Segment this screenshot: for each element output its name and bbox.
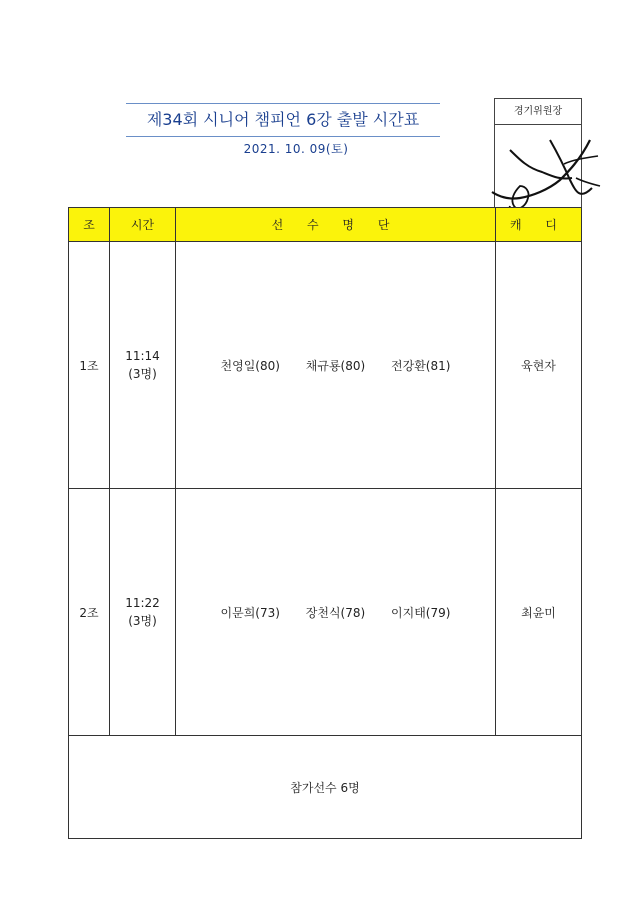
caddie-cell: 최윤미 [496,489,582,736]
header-time: 시간 [110,208,176,242]
tee-time: 11:14 [125,349,160,363]
table-row [69,489,582,736]
time-cell [110,242,176,489]
player-count: (3명) [128,614,157,628]
players-cell [176,489,496,736]
player-name: 이문희(73) [220,605,280,620]
group-cell: 1조 [69,242,110,489]
table-row [69,242,582,489]
caddie-cell: 육현자 [496,242,582,489]
header-caddie: 캐 디 [496,208,582,242]
players-cell [176,242,496,489]
header-group: 조 [69,208,110,242]
total-participants: 참가선수 6명 [69,736,582,839]
player-name: 천영일(80) [220,358,280,373]
document-date: 2021. 10. 09(토) [243,142,349,156]
total-row [69,736,582,839]
player-name: 채규룡(80) [305,358,366,373]
time-cell [110,489,176,736]
header-players: 선 수 명 단 [176,208,496,242]
schedule-table [68,207,582,839]
approval-header: 경기위원장 [495,99,581,125]
player-name: 전강환(81) [391,358,451,373]
player-name: 장천식(78) [305,605,366,620]
player-name: 이지태(79) [391,605,451,620]
document-title: 제34회 시니어 챔피언 6강 출발 시간표 [126,103,440,137]
player-count: (3명) [128,367,157,381]
tee-time: 11:22 [125,596,160,610]
group-cell: 2조 [69,489,110,736]
table-header-row [69,208,582,242]
